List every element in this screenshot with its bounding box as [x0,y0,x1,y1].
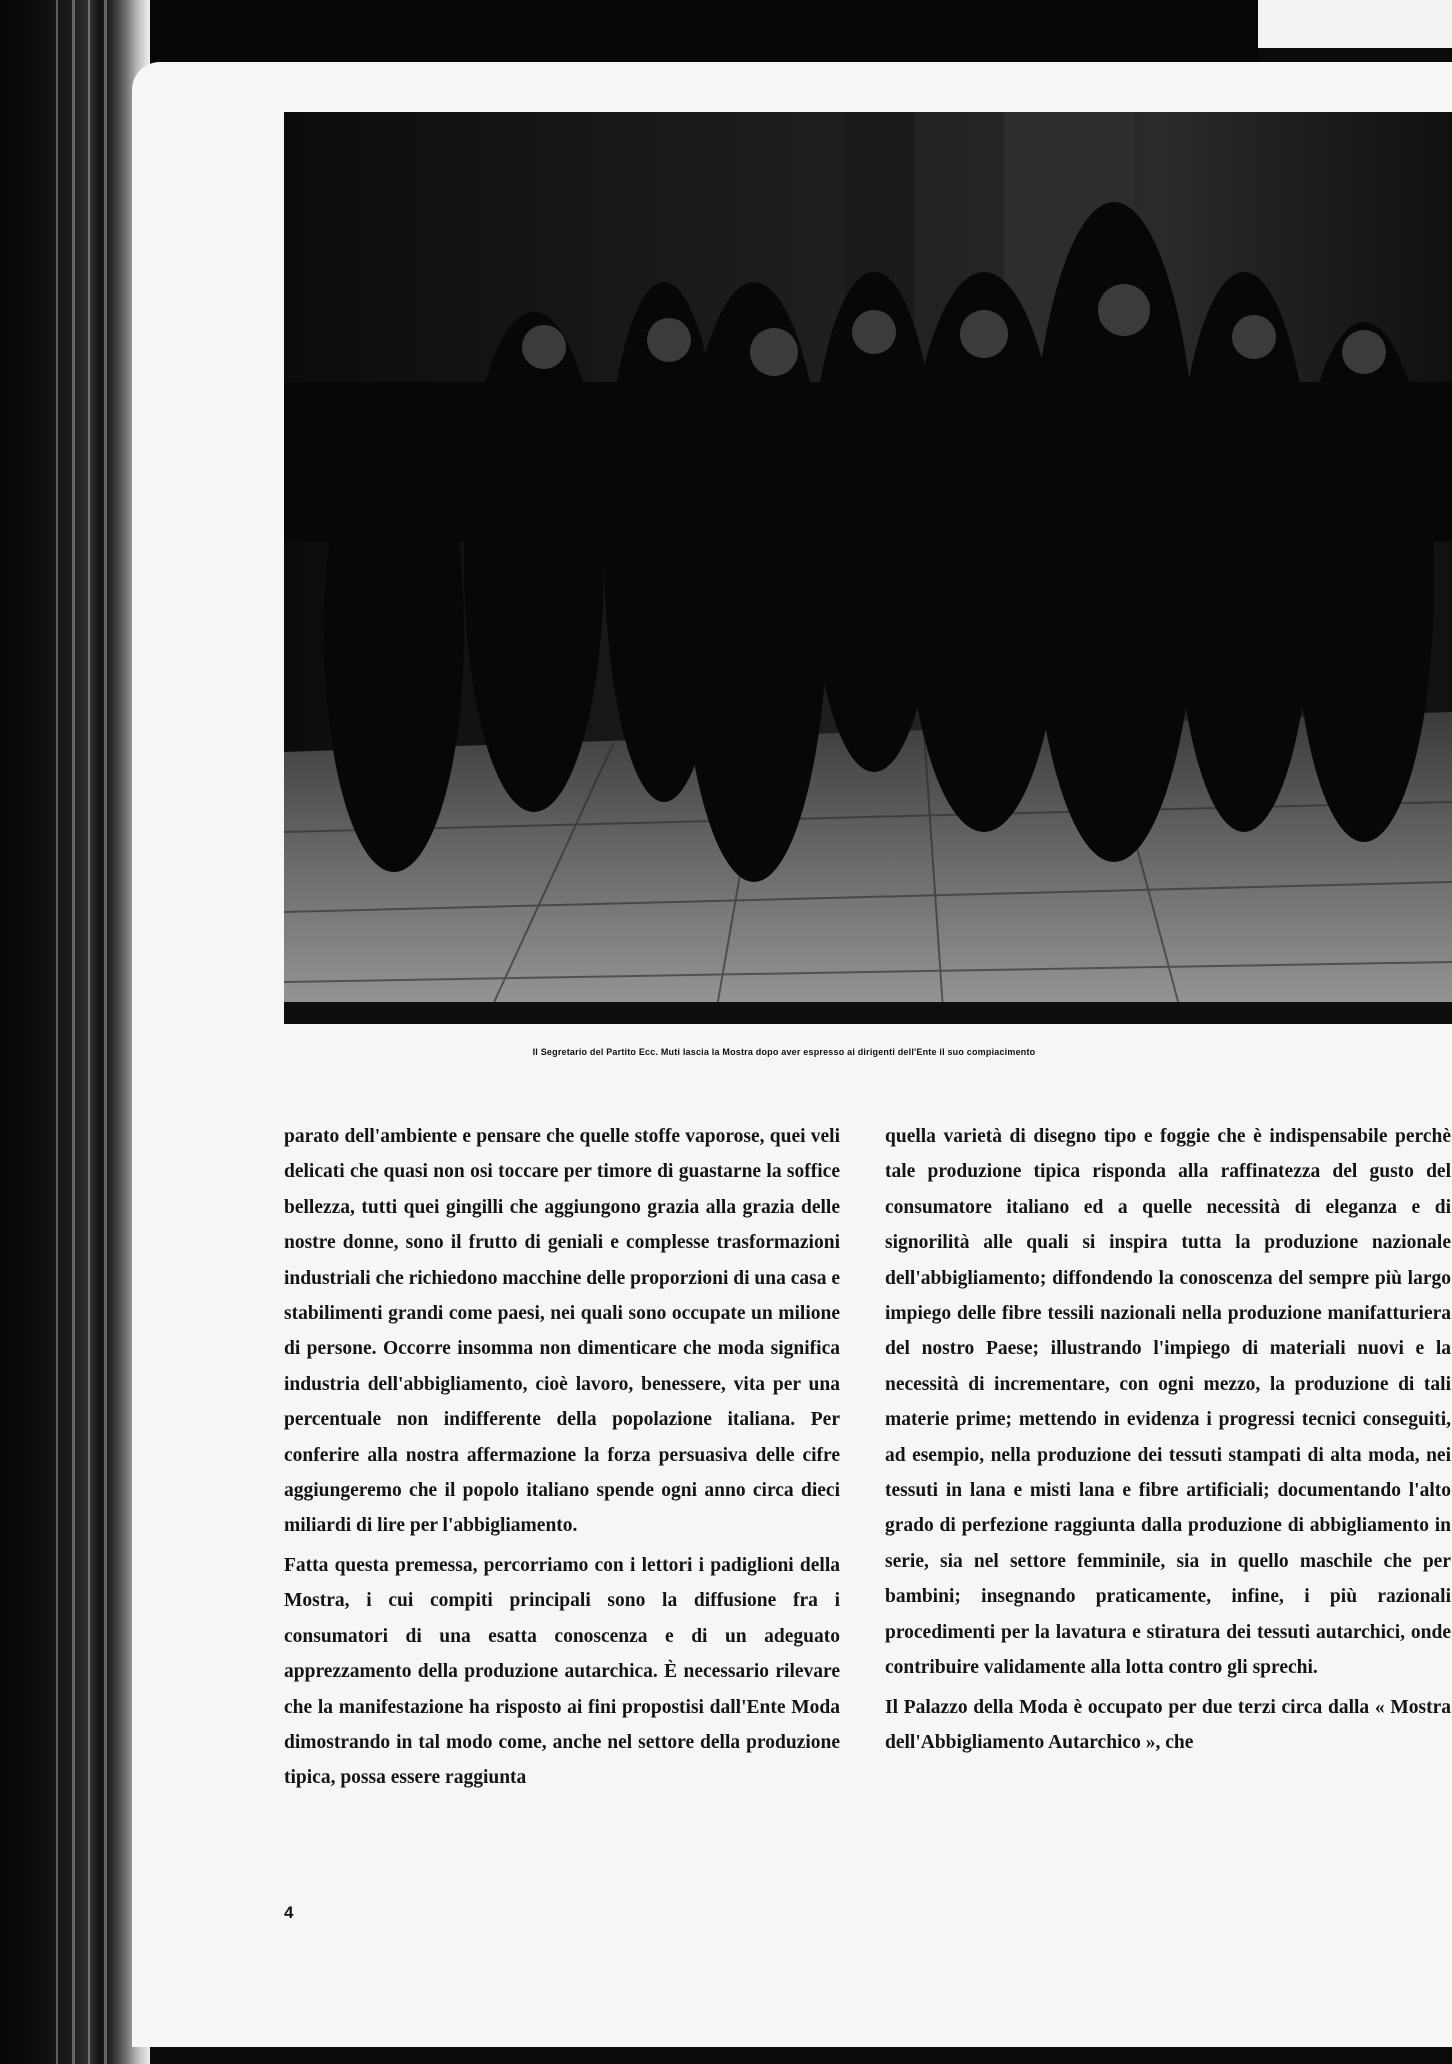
scan-stripe [56,0,58,2064]
paragraph: parato dell'ambiente e pensare che quelle stoffe vaporose, quei veli delicati che quasi non osi toccare per timore di guastarne la soffice bellezza, tutti quei gingilli che aggiungono grazia alla grazia delle nostre donne, sono il frutto di geniali e complesse trasformazioni industriali che richiedono macchine delle proporzioni di una casa e stabilimenti grandi come paesi, nei quali sono occupate un milione di persone. Occorre insomma non dimenticare che moda significa industria dell'abbigliamento, cioè lavoro, benessere, vita per una percentuale non indifferente della popolazione italiana. Per conferire alla nostra affermazione la forza persuasiva delle cifre aggiungeremo che il popolo italiano spende ogni anno circa dieci miliardi di lire per l'abbigliamento. [284,1126,840,1537]
page-number: 4 [284,1903,294,1922]
paragraph: Il Palazzo della Moda è occupato per due terzi circa dalla « Mostra dell'Abbigliamento Autarchico », che [885,1696,1451,1753]
paragraph: quella varietà di disegno tipo e foggie che è indispensabile perchè tale produzione tipica risponda alla raffinatezza del gusto del consumatore italiano ed a quelle necessità di eleganza e di signorilità alle quali si inspira tutta la produzione nazionale dell'abbigliamento; diffondendo la conoscenza del sempre più largo impiego delle fibre tessili nazionali nella produzione manifatturiera del nostro Paese; illustrando l'impiego di materiali nuovi e la necessità di incrementare, con ogni mezzo, la produzione di tali materie prime; mettendo in evidenza i progressi tecnici conseguiti, ad esempio, nella produzione dei tessuti stampati di alta moda, nei tessuti in lana e misti lana e fibre artificiali; documentando l'alto grado di perfezione raggiunta dalla produzione di abbigliamento in serie, sia nel settore femminile, sia in quello maschile che per bambini; insegnando praticamente, infine, i più razionali procedimenti per la lavatura e stiratura dei tessuti autarchici, onde contribuire validamente alla lotta contro gli sprechi. [885,1126,1451,1679]
right-text-column [885,1119,1451,1764]
photo-caption: Il Segretario del Partito Ecc. Muti lascia la Mostra dopo aver espresso ai dirigenti dell'Ente il suo compiacimento [532,1047,1036,1057]
left-text-column [284,1119,840,1800]
scan-edge [0,0,150,2064]
paragraph: Fatta questa premessa, percorriamo con i lettori i padiglioni della Mostra, i cui compiti principali sono la diffusione fra i consumatori di una esatta conoscenza e di un adeguato apprezzamento della produzione autarchica. È necessario rilevare che la manifestazione ha risposto ai fini propostisi dall'Ente Moda dimostrando in tal modo come, anche nel settore della produzione tipica, possa essere raggiunta [284,1554,840,1789]
scan-top-band [150,0,1258,62]
photograph-icon [284,112,1452,1024]
photograph [284,112,1452,1024]
scan-stripe [88,0,90,2064]
scan-stripe [72,0,75,2064]
scan-stripe [104,0,107,2064]
scan-top-right-margin [1258,0,1452,48]
